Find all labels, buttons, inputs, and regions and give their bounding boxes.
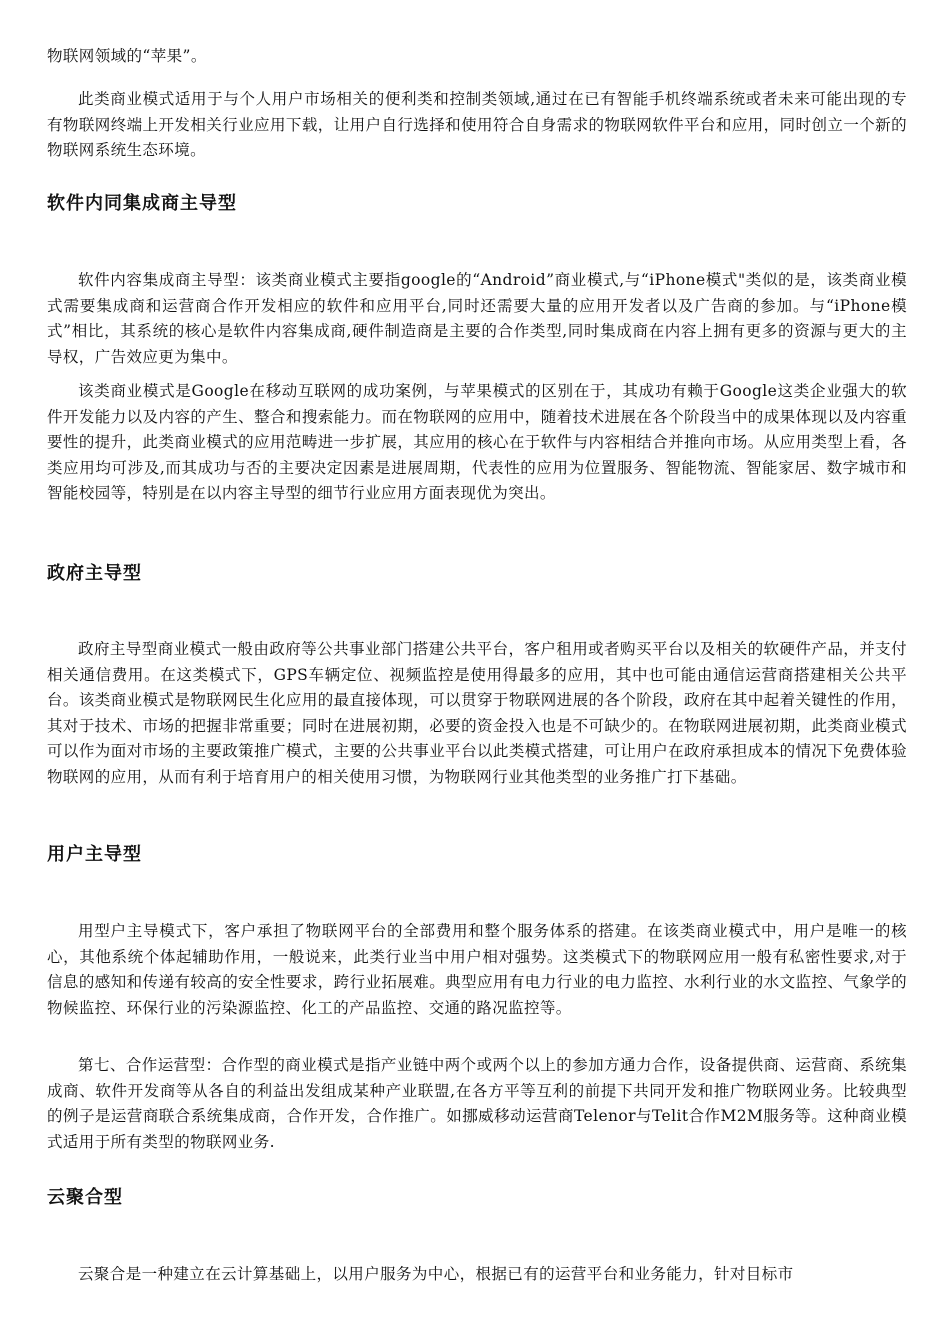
paragraph-government-model: 政府主导型商业模式一般由政府等公共事业部门搭建公共平台，客户租用或者购买平台以及相关的软硬件产品，并支付相关通信费用。在这类模式下，GPS车辆定位、视频监控是使用得最多的应用，其中也可能由通信运营商搭建相关公共平台。该类商业模式是物联网民生化应用的最直接体现，可以贯穿于物联网进展的各个阶段，政府在其中起着关键性的作用，其对于技术、市场的把握非常重要；同时在进展初期，必要的资金投入也是不可缺少的。在物联网进展初期，此类商业模式可以作为面对市场的主要政策推广模式，主要的公共事业平台以此类模式搭建，可让用户在政府承担成本的情况下免费体验物联网的应用，从而有利于培育用户的相关使用习惯，为物联网行业其他类型的业务推广打下基础。 (47, 640, 907, 786)
paragraph-apple-model-scope: 此类商业模式适用于与个人用户市场相关的便利类和控制类领域,通过在已有智能手机终端系统或者未来可能出现的专有物联网终端上开发相关行业应用下载，让用户自行选择和使用符合自身需求的物联网软件平台和应用，同时创立一个新的物联网系统生态环境。 (47, 90, 907, 159)
paragraph-user-model: 用型户主导模式下，客户承担了物联网平台的全部费用和整个服务体系的搭建。在该类商业模式中，用户是唯一的核心，其他系统个体起辅助作用，一般说来，此类行业当中用户相对强势。这类模式下的物联网应用一般有私密性要求,对于信息的感知和传递有较高的安全性要求，跨行业拓展难。典型应用有电力行业的电力监控、水利行业的水文监控、气象学的物候监控、环保行业的污染源监控、化工的产品监控、交通的路况监控等。 (47, 922, 907, 1017)
paragraph-cloud-aggregation: 云聚合是一种建立在云计算基础上，以用户服务为中心，根据已有的运营平台和业务能力，针对目标市 (78, 1265, 794, 1283)
section-heading-cloud: 云聚合型 (47, 1187, 123, 1208)
paragraph-continuation: 物联网领域的“苹果”。 (47, 47, 207, 65)
paragraph-google-case: 该类商业模式是Google在移动互联网的成功案例，与苹果模式的区别在于，其成功有赖于Google这类企业强大的软件开发能力以及内容的产生、整合和搜索能力。而在物联网的应用中，随着技术进展在各个阶段当中的成果体现以及内容重要性的提升，此类商业模式的应用范畴进一步扩展，其应用的核心在于软件与内容相结合并推向市场。从应用类型上看，各类应用均可涉及,而其成功与否的主要决定因素是进展周期，代表性的应用为位置服务、智能物流、智能家居、数字城市和智能校园等，特别是在以内容主导型的细节行业应用方面表现优为突出。 (47, 382, 907, 502)
section-heading-software-content: 软件内同集成商主导型 (47, 193, 237, 214)
section-heading-government: 政府主导型 (47, 563, 142, 584)
section-heading-user: 用户主导型 (47, 844, 142, 865)
paragraph-software-content-definition: 软件内容集成商主导型：该类商业模式主要指google的“Android”商业模式,与“iPhone模式"类似的是，该类商业模式需要集成商和运营商合作开发相应的软件和应用平台,同时还需要大量的应用开发者以及广告商的参加。与“iPhone模式”相比，其系统的核心是软件内容集成商,硬件制造商是主要的合作类型,同时集成商在内容上拥有更多的资源与更大的主导权，广告效应更为集中。 (47, 271, 907, 366)
paragraph-cooperative-model: 第七、合作运营型：合作型的商业模式是指产业链中两个或两个以上的参加方通力合作，设备提供商、运营商、系统集成商、软件开发商等从各自的利益出发组成某种产业联盟,在各方平等互利的前提下共同开发和推广物联网业务。比较典型的例子是运营商联合系统集成商，合作开发，合作推广。如挪威移动运营商Telenor与Telit合作M2M服务等。这种商业模式适用于所有类型的物联网业务. (47, 1056, 907, 1151)
